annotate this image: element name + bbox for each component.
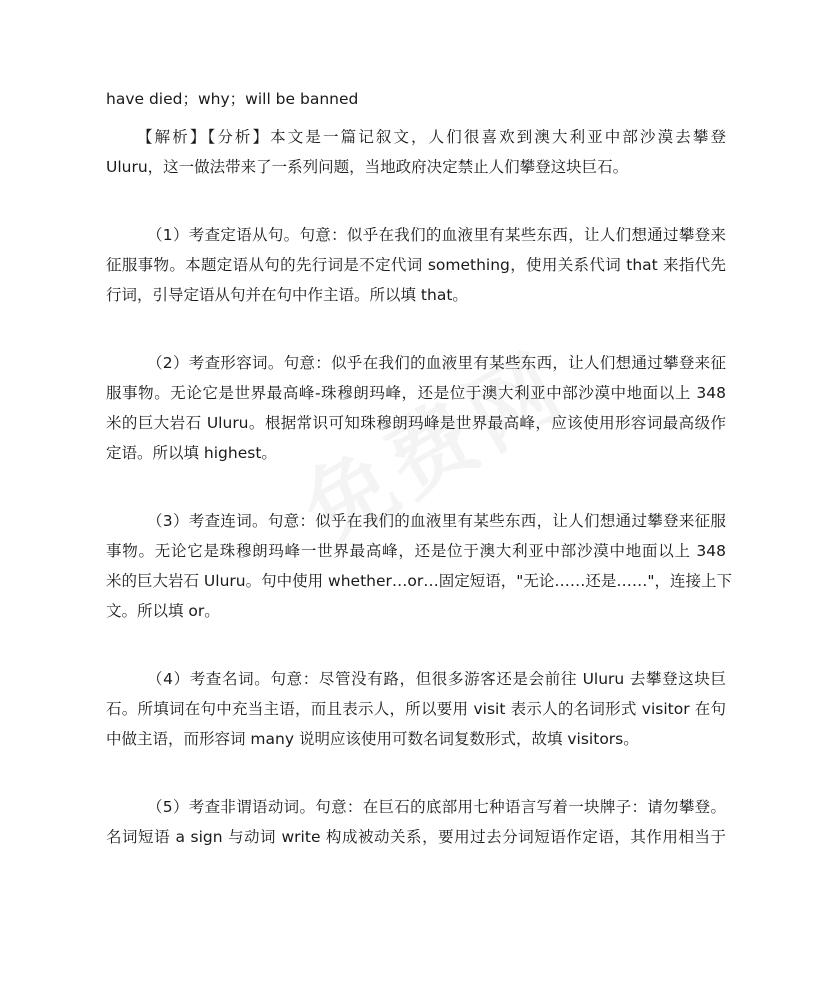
item-5 (106, 792, 726, 852)
item-line: 文。所以填 or。 (106, 602, 220, 620)
item-line: （1）考查定语从句。句意：似乎在我们的血液里有某些东西，让人们想通过攀登来 (147, 226, 726, 244)
item-line: 行词，引导定语从句并在句中作主语。所以填 that。 (106, 286, 468, 304)
document-body (106, 84, 732, 852)
item-line: 名词短语 a sign 与动词 write 构成被动关系，要用过去分词短语作定语，其作用相当于 (106, 828, 726, 846)
item-3 (106, 506, 732, 626)
analysis-paragraph (106, 122, 726, 182)
analysis-line: 【解析】【分析】本文是一篇记叙文，人们很喜欢到澳大利亚中部沙漠去攀登 (137, 128, 726, 146)
item-1 (106, 220, 726, 310)
item-line: 石。所填词在句中充当主语，而且表示人，所以要用 visit 表示人的名词形式 visitor 在句 (106, 700, 726, 718)
item-line: 服事物。无论它是世界最高峰-珠穆朗玛峰，还是位于澳大利亚中部沙漠中地面以上 348 (106, 384, 726, 402)
item-line: 米的巨大岩石 Uluru。句中使用 whether…or…固定短语，"无论……还是……"，连接上下 (106, 572, 732, 590)
item-line: 征服事物。本题定语从句的先行词是不定代词 something，使用关系代词 that 来指代先 (106, 256, 726, 274)
item-4 (106, 664, 726, 754)
item-line: （2）考查形容词。句意：似乎在我们的血液里有某些东西，让人们想通过攀登来征 (147, 354, 726, 372)
item-2 (106, 348, 726, 468)
item-line: 米的巨大岩石 Uluru。根据常识可知珠穆朗玛峰是世界最高峰，应该使用形容词最高级作 (106, 414, 726, 432)
item-line: （5）考查非谓语动词。句意：在巨石的底部用七种语言写着一块牌子：请勿攀登。 (147, 798, 726, 816)
item-line: （4）考查名词。句意：尽管没有路，但很多游客还是会前往 Uluru 去攀登这块巨 (147, 670, 726, 688)
item-line: 事物。无论它是珠穆朗玛峰一世界最高峰，还是位于澳大利亚中部沙漠中地面以上 348 (106, 542, 726, 560)
item-line: 中做主语，而形容词 many 说明应该使用可数名词复数形式，故填 visitors。 (106, 730, 639, 748)
answer-line: have died；why；will be banned (106, 90, 359, 108)
item-line: （3）考查连词。句意：似乎在我们的血液里有某些东西，让人们想通过攀登来征服 (147, 512, 726, 530)
analysis-line: Uluru，这一做法带来了一系列问题，当地政府决定禁止人们攀登这块巨石。 (106, 158, 629, 176)
item-line: 定语。所以填 highest。 (106, 444, 277, 462)
